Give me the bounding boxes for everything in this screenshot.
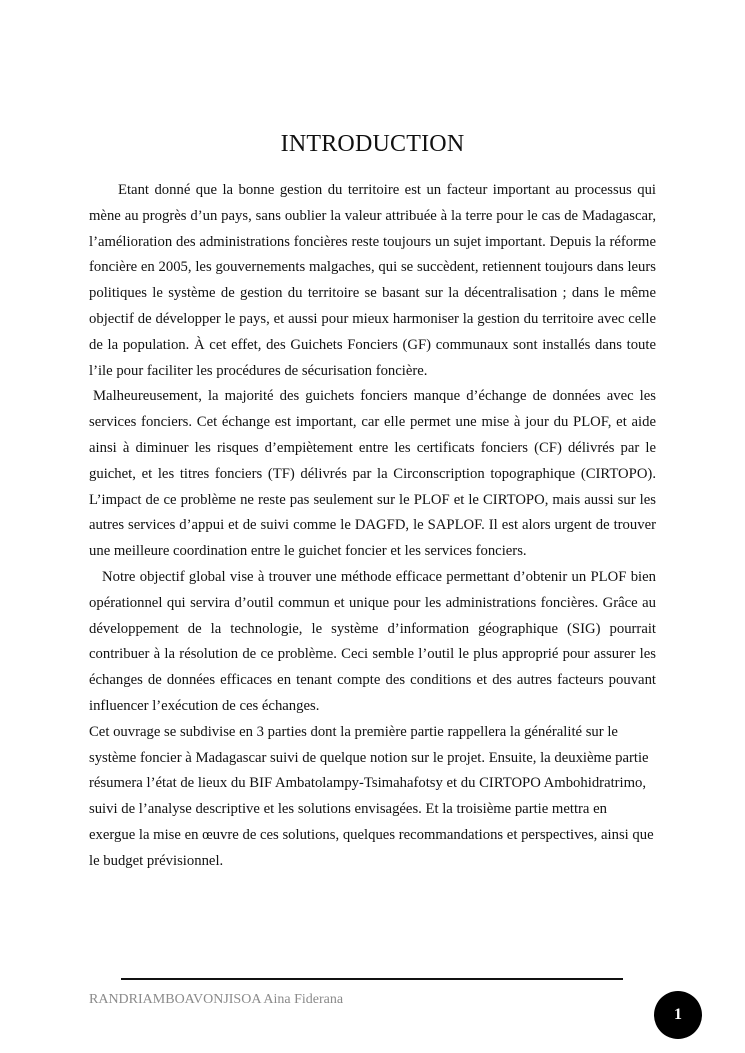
- paragraph: Cet ouvrage se subdivise en 3 parties dont la première partie rappellera la généralité sur le système foncier à Madagascar suivi de quelque notion sur le projet. Ensuite, la deuxième partie résumera l’état de lieux du BIF Ambatolampy-Tsimahafotsy et du CIRTOPO Ambohidratrimo, suivi de l’analyse descriptive et les solutions envisagées. Et la troisième partie mettra en exergue la mise en œuvre de ces solutions, quelques recommandations et perspectives, ainsi que le budget prévisionnel.: [89, 723, 654, 869]
- footer-author: RANDRIAMBOAVONJISOA Aina Fiderana: [89, 992, 344, 1007]
- document-body: [89, 178, 656, 875]
- footer-divider: [121, 978, 623, 980]
- paragraph: Etant donné que la bonne gestion du territoire est un facteur important au processus qui mène au progrès d’un pays, sans oublier la valeur attribuée à la terre pour le cas de Madagascar, l’amélioration des administrations foncières reste toujours un sujet important. Depuis la réforme foncière en 2005, les gouvernements malgaches, qui se succèdent, retiennent toujours dans leurs politiques le système de gestion du territoire se basant sur la décentralisation ; dans le même objectif de développer le pays, et aussi pour mieux harmoniser la gestion du territoire avec celle de la population. À cet effet, des Guichets Fonciers (GF) communaux sont installés dans toute l’ile pour faciliter les procédures de sécurisation foncière.: [89, 182, 656, 379]
- page-title: INTRODUCTION: [280, 131, 465, 157]
- page-number-badge: 1: [654, 991, 702, 1039]
- paragraph: Notre objectif global vise à trouver une méthode efficace permettant d’obtenir un PLOF bien opérationnel qui servira d’outil commun et unique pour les administrations foncières. Grâce au développement de la technologie, le système d’information géographique (SIG) pourrait contribuer à la résolution de ce problème. Ceci semble l’outil le plus approprié pour assurer les échanges de données efficaces en tenant compte des conditions et des autres facteurs pouvant influencer l’exécution de ces échanges.: [89, 568, 656, 714]
- paragraph: Malheureusement, la majorité des guichets fonciers manque d’échange de données avec les services fonciers. Cet échange est important, car elle permet une mise à jour du PLOF, et aide ainsi à diminuer les risques d’empiètement entre les certificats fonciers (CF) délivrés par le guichet, et les titres fonciers (TF) délivrés par la Circonscription topographique (CIRTOPO). L’impact de ce problème ne reste pas seulement sur le PLOF et le CIRTOPO, mais aussi sur les autres services d’appui et de suivi comme le DAGFD, le SAPLOF. Il est alors urgent de trouver une meilleure coordination entre le guichet foncier et les services fonciers.: [89, 388, 656, 560]
